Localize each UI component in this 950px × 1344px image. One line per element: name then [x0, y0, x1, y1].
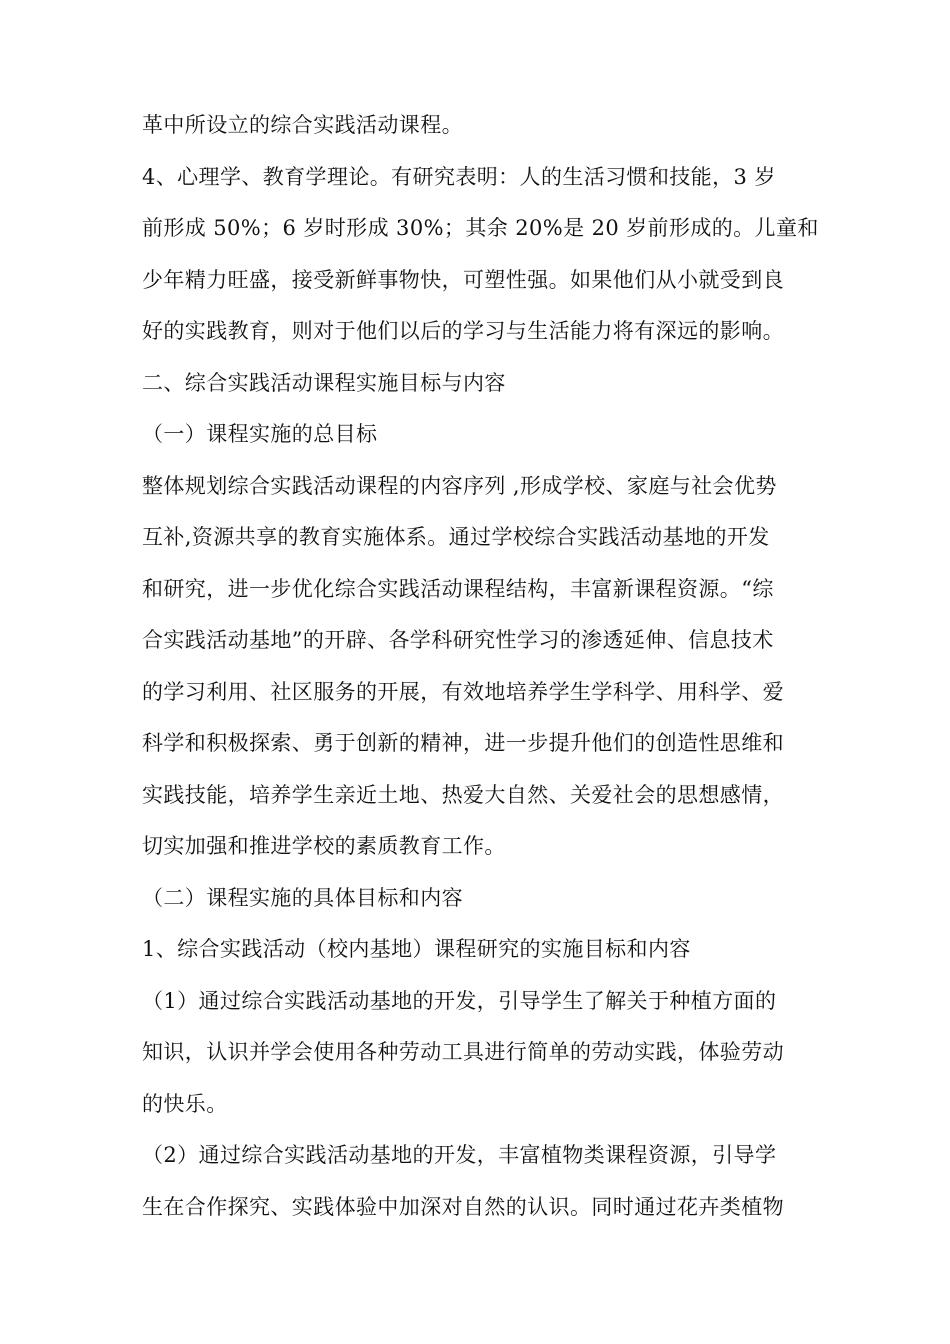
text-line: 少年精力旺盛，接受新鲜事物快，可塑性强。如果他们从小就受到良	[142, 267, 784, 292]
text-line: 的学习利用、社区服务的开展，有效地培养学生学科学、用科学、爱	[142, 679, 784, 704]
subsection-heading: （二）课程实施的具体目标和内容	[142, 885, 463, 910]
text-line: 前形成 50%；6 岁时形成 30%；其余 20%是 20 岁前形成的。儿童和	[142, 216, 819, 240]
text-line: 的快乐。	[142, 1091, 228, 1116]
text-line: 科学和积极探索、勇于创新的精神，进一步提升他们的创造性思维和	[142, 731, 784, 755]
text-line: （1）通过综合实践活动基地的开发，引导学生了解关于种植方面的	[142, 988, 777, 1013]
subsection-heading: （一）课程实施的总目标	[142, 422, 378, 446]
text-line: 1、综合实践活动（校内基地）课程研究的实施目标和内容	[142, 937, 691, 961]
text-line: 互补,资源共享的教育实施体系。通过学校综合实践活动基地的开发	[142, 525, 770, 549]
text-line: 革中所设立的综合实践活动课程。	[142, 113, 463, 137]
text-line: 合实践活动基地”的开辟、各学科研究性学习的渗透延伸、信息技术	[142, 628, 774, 652]
text-line: 整体规划综合实践活动课程的内容序列 ,形成学校、家庭与社会优势	[142, 473, 777, 498]
text-line: 和研究，进一步优化综合实践活动课程结构，丰富新课程资源。“综	[142, 576, 774, 601]
text-line: （2）通过综合实践活动基地的开发，丰富植物类课程资源，引导学	[142, 1143, 777, 1167]
document-body	[142, 100, 818, 1233]
text-line: 4、心理学、教育学理论。有研究表明：人的生活习惯和技能，3 岁	[142, 164, 776, 189]
text-line: 知识，认识并学会使用各种劳动工具进行简单的劳动实践，体验劳动	[142, 1040, 784, 1064]
section-heading: 二、综合实践活动课程实施目标与内容	[142, 370, 506, 395]
text-line: 好的实践教育，则对于他们以后的学习与生活能力将有深远的影响。	[142, 319, 784, 343]
text-line: 切实加强和推进学校的素质教育工作。	[142, 834, 506, 858]
text-line: 实践技能，培养学生亲近土地、热爱大自然、关爱社会的思想感情，	[142, 782, 784, 807]
text-line: 生在合作探究、实践体验中加深对自然的认识。同时通过花卉类植物	[142, 1194, 784, 1219]
